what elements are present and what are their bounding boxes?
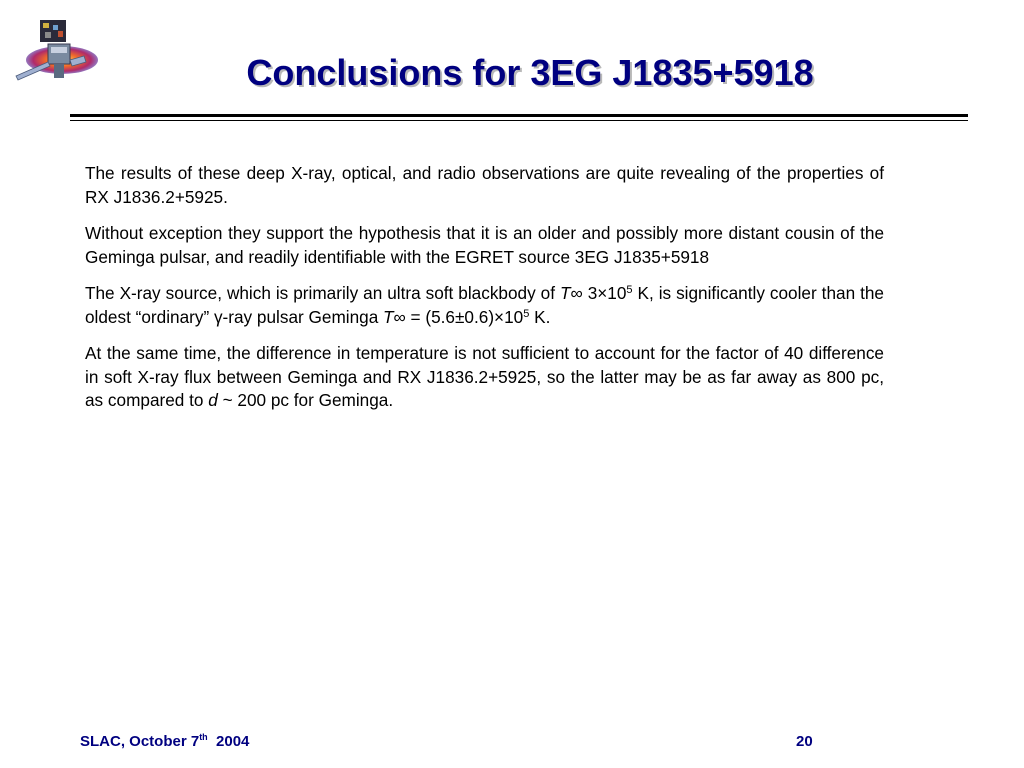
glast-satellite-logo-icon: [14, 16, 100, 86]
title-divider-thin: [70, 120, 968, 121]
temperature-symbol: T: [383, 306, 394, 327]
paragraph-2: Without exception they support the hypothesis that it is an older and possibly more distant cousin of the Geminga pulsar, and readily identifiable with the EGRET source 3EG J1835+5918: [85, 223, 884, 267]
paragraph-3: [85, 282, 884, 329]
footer-date-main: SLAC, October 7: [80, 733, 200, 750]
paragraph-3-text-a: The X-ray source, which is primarily an ultra soft blackbody of: [85, 283, 560, 303]
paragraph-4-text-a: At the same time, the difference in temperature is not sufficient to account for the factor of 40 difference in soft X-ray flux between Geminga and RX J1836.2+5925, so the latter may be as far away as 800 pc, as compared to: [85, 343, 884, 410]
page-title: Conclusions for 3EG J1835+5918: [246, 52, 814, 93]
temperature-symbol: T: [559, 283, 571, 303]
exponent: 5: [626, 284, 633, 296]
paragraph-3-text-c: K, is significantly cooler than the oldest “ordinary” γ-ray pulsar Geminga: [85, 283, 884, 327]
paragraph-4-text-b: ~ 200 pc for Geminga.: [217, 390, 394, 410]
paragraph-3-text-d: ∞ = (5.6±0.6)×10: [393, 306, 524, 327]
exponent: 5: [523, 307, 530, 320]
footer-date-ordinal: th: [199, 732, 208, 742]
title-divider-thick: [70, 114, 968, 117]
paragraph-3-text-b: ∞ 3×10: [570, 283, 627, 303]
page-number: 20: [796, 733, 813, 750]
slide-body: [85, 162, 884, 426]
distance-symbol: d: [208, 390, 218, 410]
footer-event-date: [80, 733, 249, 750]
footer-date-year: 2004: [207, 733, 250, 750]
paragraph-1: The results of these deep X-ray, optical, and radio observations are quite revealing of the properties of RX J1836.2+5925.: [85, 163, 884, 207]
paragraph-3-text-e: K.: [529, 306, 551, 327]
paragraph-4: [85, 342, 884, 413]
